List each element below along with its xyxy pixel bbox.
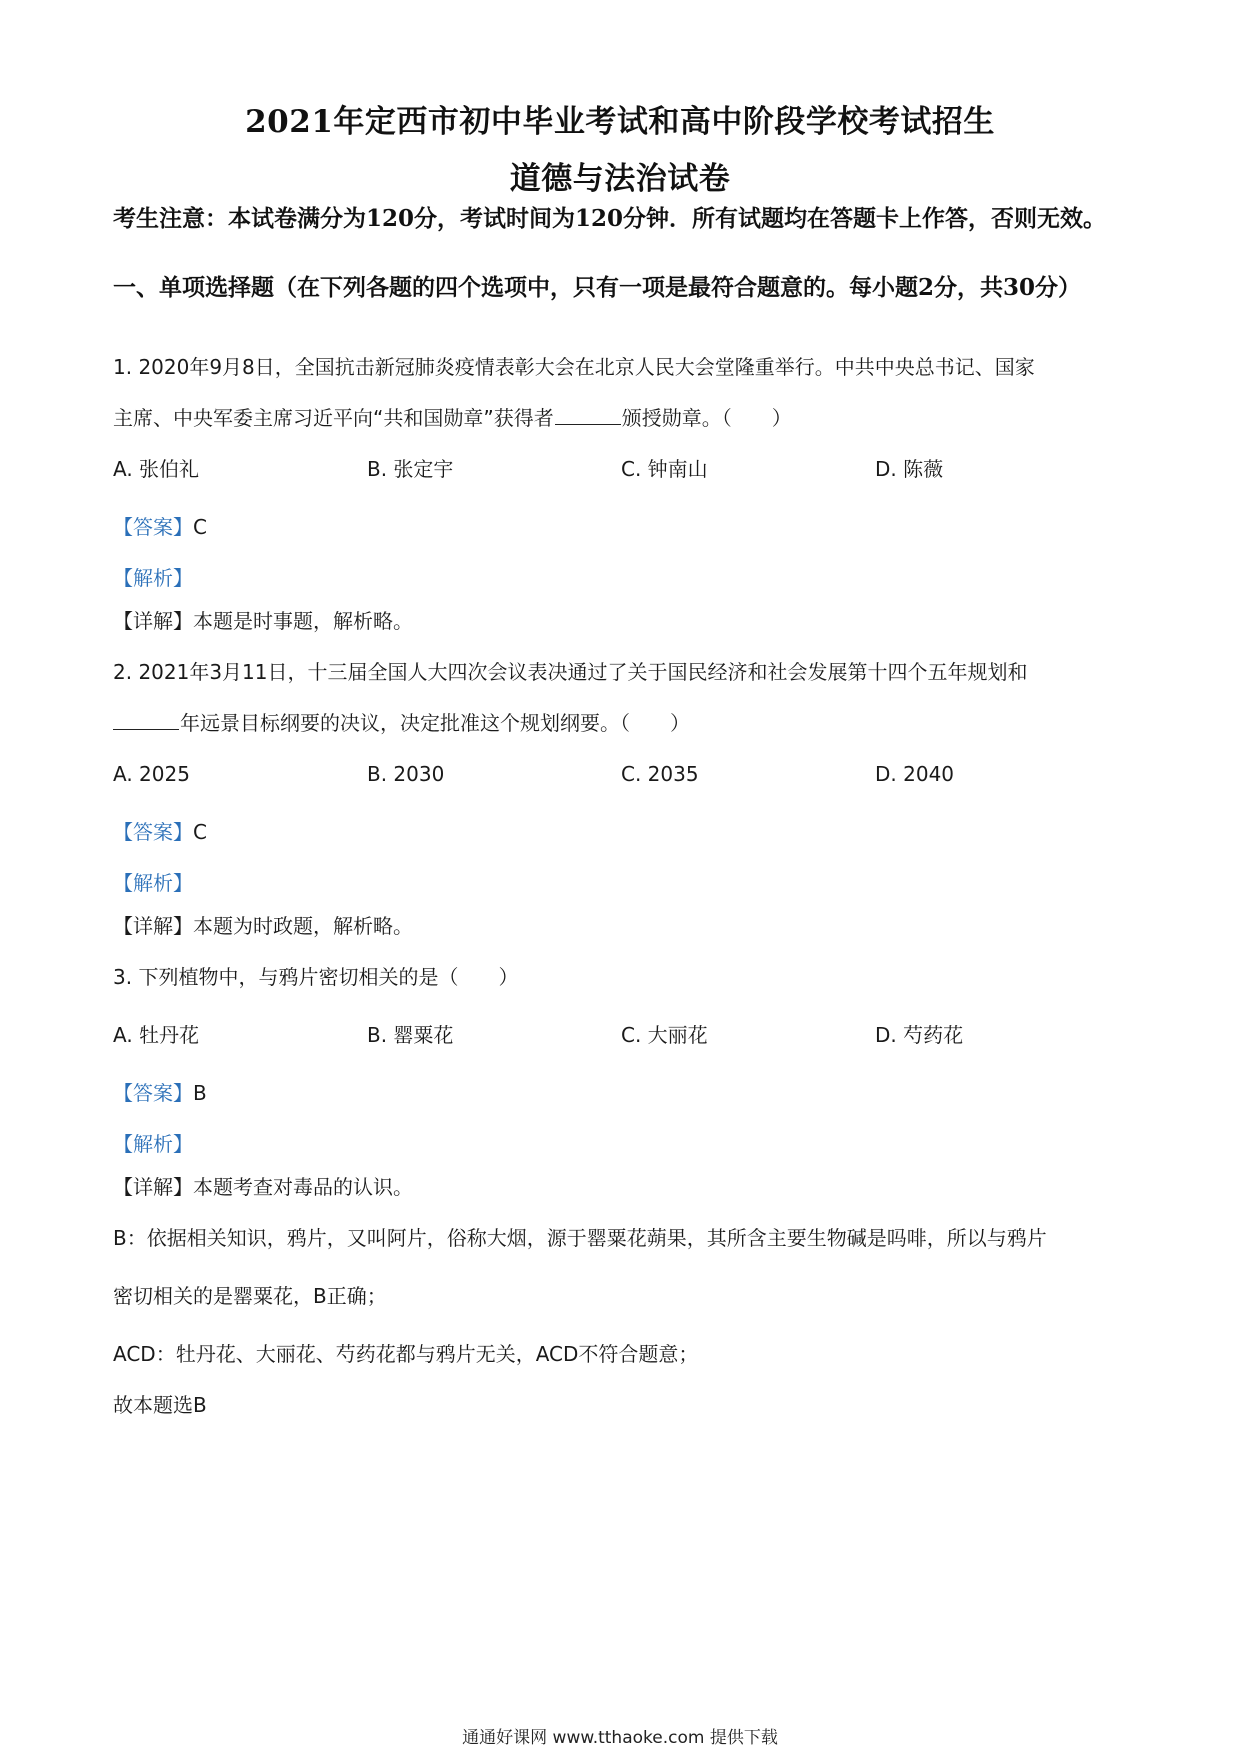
- exam-notice: 考生注意：本试卷满分为120分，考试时间为120分钟．所有试题均在答题卡上作答，否则无效。: [113, 205, 1107, 232]
- option-b: B. 罂粟花: [367, 1023, 454, 1047]
- option-c: C. 钟南山: [621, 457, 708, 481]
- explanation-line-2: 密切相关的是罂粟花，B正确；: [113, 1284, 387, 1308]
- option-a: A. 2025: [113, 762, 190, 786]
- explanation-line-3: ACD：牡丹花、大丽花、芍药花都与鸦片无关，ACD不符合题意；: [113, 1342, 699, 1366]
- exam-subtitle: 道德与法治试卷: [509, 161, 731, 197]
- option-d: D. 2040: [875, 762, 955, 786]
- question-2-detail: [113, 912, 1133, 940]
- question-1-answer: [113, 513, 1133, 541]
- detail-text: 本题是时事题，解析略。: [193, 609, 413, 633]
- question-2-answer: [113, 818, 1133, 846]
- detail-label: 【详解】: [113, 1175, 193, 1199]
- option-c: C. 2035: [621, 762, 699, 786]
- analysis-label: 【解析】: [113, 1132, 193, 1156]
- answer-label: 【答案】: [113, 515, 193, 539]
- option-a: A. 张伯礼: [113, 457, 200, 481]
- question-3-stem: 3. 下列植物中，与鸦片密切相关的是（ ）: [113, 965, 519, 989]
- analysis-label: 【解析】: [113, 566, 193, 590]
- question-2-options: [113, 760, 1133, 788]
- question-1-stem-pre: 主席、中央军委主席习近平向“共和国勋章”获得者: [113, 406, 554, 430]
- answer-label: 【答案】: [113, 1081, 193, 1105]
- analysis-label: 【解析】: [113, 871, 193, 895]
- detail-label: 【详解】: [113, 914, 193, 938]
- question-3-analysis: [113, 1130, 1133, 1158]
- detail-label: 【详解】: [113, 609, 193, 633]
- detail-text: 本题考查对毒品的认识。: [193, 1175, 413, 1199]
- answer-value: B: [193, 1081, 207, 1105]
- page-footer: 通通好课网 www.tthaoke.com 提供下载: [462, 1728, 778, 1748]
- answer-value: C: [193, 515, 207, 539]
- detail-text: 本题为时政题，解析略。: [193, 914, 413, 938]
- option-a: A. 牡丹花: [113, 1023, 200, 1047]
- answer-value: C: [193, 820, 207, 844]
- question-1-stem: 1. 2020年9月8日，全国抗击新冠肺炎疫情表彰大会在北京人民大会堂隆重举行。中共中央总书记、国家: [113, 355, 1035, 379]
- question-2-stem-cont: [113, 709, 1133, 737]
- exam-title: 2021年定西市初中毕业考试和高中阶段学校考试招生: [245, 104, 995, 140]
- question-1-stem-cont: [113, 404, 1133, 432]
- question-1-analysis: [113, 564, 1133, 592]
- question-3-answer: [113, 1079, 1133, 1107]
- option-d: D. 陈薇: [875, 457, 944, 481]
- fill-blank: [555, 406, 621, 425]
- answer-label: 【答案】: [113, 820, 193, 844]
- question-2-analysis: [113, 869, 1133, 897]
- option-b: B. 2030: [367, 762, 445, 786]
- question-1-detail: [113, 607, 1133, 635]
- question-1-stem-post: 颁授勋章。（ ）: [621, 406, 792, 430]
- question-2-stem: 2. 2021年3月11日，十三届全国人大四次会议表决通过了关于国民经济和社会发展第十四个五年规划和: [113, 660, 1028, 684]
- question-3-detail: [113, 1173, 1133, 1201]
- section-heading: 一、单项选择题（在下列各题的四个选项中，只有一项是最符合题意的。每小题2分，共30分）: [113, 274, 1082, 301]
- question-1-options: [113, 455, 1133, 483]
- option-c: C. 大丽花: [621, 1023, 708, 1047]
- explanation-line-1: B：依据相关知识，鸦片，又叫阿片，俗称大烟，源于罂粟花蒴果，其所含主要生物碱是吗啡，所以与鸦片: [113, 1226, 1047, 1250]
- option-b: B. 张定宇: [367, 457, 454, 481]
- fill-blank: [113, 711, 179, 730]
- question-2-stem-post: 年远景目标纲要的决议，决定批准这个规划纲要。（ ）: [180, 711, 690, 735]
- explanation-line-4: 故本题选B: [113, 1393, 207, 1417]
- question-3-options: [113, 1021, 1133, 1049]
- option-d: D. 芍药花: [875, 1023, 964, 1047]
